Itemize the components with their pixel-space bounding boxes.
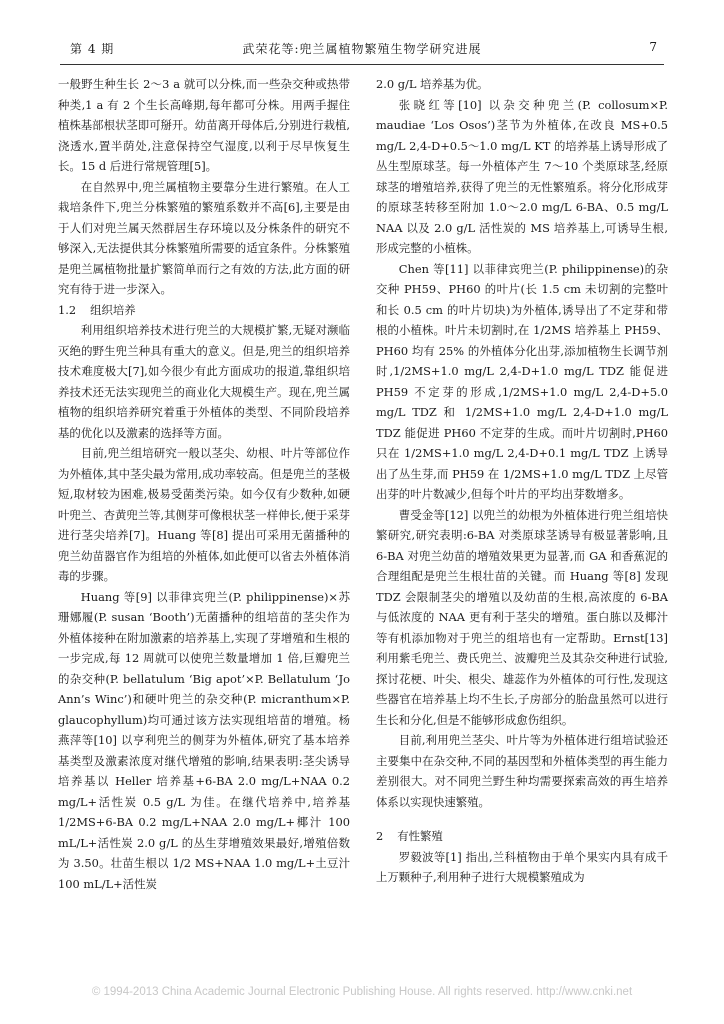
section-title: 有性繁殖 bbox=[397, 829, 443, 843]
paragraph: Chen 等[11] 以菲律宾兜兰(P. philippinense)的杂交种 PH59、PH60 的叶片(长 1.5 cm 未切割的完整叶和长 0.5 cm 的叶片切块)为外植体,诱导出了不定芽和带根的小植株。叶片未切割时,在 1/2MS 培养基上 PH59、PH60 均有 25% 的外植体分化出芽,添加植物生长调节剂时,1/2MS+1.0 mg/L 2,4-D+1.0 mg/L TDZ 能促进 PH59 不定芽的形成,1/2MS+1.0 mg/L 2,4-D+5.0 mg/L TDZ 和 1/2MS+1.0 mg/L 2,4-D+1.0 mg/L TDZ 能促进 PH60 不定芽的生成。而叶片切割时,PH60 只在 1/2MS+1.0 mg/L 2,4-D+0.1 mg/L TDZ 上诱导出了丛生芽,而 PH59 在 1/2MS+1.0 mg/L TDZ 上尽管出芽的叶片数减少,但每个叶片的平均出芽数增多。 bbox=[376, 261, 668, 501]
section-number: 1.2 bbox=[58, 302, 77, 317]
paragraph: 2.0 g/L 培养基为优。 bbox=[376, 77, 489, 91]
page-number: 7 bbox=[649, 40, 658, 54]
running-header bbox=[60, 40, 664, 60]
paragraph: 利用组织培养技术进行兜兰的大规模扩繁,无疑对濒临灭绝的野生兜兰种具有重大的意义。但是,兜兰的组织培养技术难度极大[7],如今很少有此方面成功的报道,靠组织培养技术还无法实现兜兰的商业化大规模生产。现在,兜兰属植物的组织培养研究着重于外植体的类型、不同阶段培养基的优化以及激素的选择等方面。 bbox=[58, 323, 350, 440]
left-column bbox=[58, 74, 350, 894]
paragraph: 曹受金等[12] 以兜兰的幼根为外植体进行兜兰组培快繁研究,研究表明:6-BA 对类原球茎诱导有极显著影响,且 6-BA 对兜兰幼苗的增殖效果更为显著,而 GA 和香蕉泥的合理组配是兜兰生根壮苗的关键。而 Huang 等[8] 发现 TDZ 会限制茎尖的增殖以及幼苗的生根,高浓度的 6-BA 与低浓度的 NAA 更有利于茎尖的增殖。蛋白胨以及椰汁等有机添加物对于兜兰的组培也有一定帮助。Ernst[13] 利用紫毛兜兰、费氏兜兰、波瓣兜兰及其杂交种进行试验,探讨花梗、叶尖、根尖、雄蕊作为外植体的可行性,发现这些器官在培养基上均不生长,子房部分的胎盘虽然可以进行生长和分化,但是不能够形成愈伤组织。 bbox=[376, 507, 668, 727]
issue-number: 第 4 期 bbox=[70, 42, 115, 56]
running-title: 武荣花等:兜兰属植物繁殖生物学研究进展 bbox=[242, 42, 482, 56]
paragraph: 罗毅波等[1] 指出,兰科植物由于单个果实内具有成千上万颗种子,利用种子进行大规模繁殖成为 bbox=[376, 849, 668, 884]
paragraph: 在自然界中,兜兰属植物主要靠分生进行繁殖。在人工栽培条件下,兜兰分株繁殖的繁殖系数并不高[6],主要是由于人们对兜兰属天然群居生存环境以及分株条件的研究不够深入,无法提供其分株繁殖所需要的适宜条件。分株繁殖是兜兰属植物批量扩繁简单而行之有效的方法,此方面的研究有待于进一步深入。 bbox=[58, 179, 350, 296]
section-heading bbox=[376, 826, 668, 847]
copyright-footer: © 1994-2013 China Academic Journal Electronic Publishing House. All rights reserved. http://www.cnki.net bbox=[91, 986, 633, 998]
right-column bbox=[376, 74, 668, 888]
header-rule bbox=[60, 64, 664, 65]
section-number: 2 bbox=[376, 829, 384, 843]
paragraph: 张晓红等[10] 以杂交种兜兰(P. collosum×P. maudiae ‘Los Osos’)茎节为外植体,在改良 MS+0.5 mg/L 2,4-D+0.5～1.0 mg/L KT 的培养基上诱导形成了丛生型原球茎。每一外植体产生 7～10 个类原球茎,经原球茎的增殖培养,获得了兜兰的无性繁殖系。将分化形成芽的原球茎转移至附加 1.0～2.0 mg/L 6-BA、0.5 mg/L NAA 以及 2.0 g/L 活性炭的 MS 培养基上,可诱导生根,形成完整的小植株。 bbox=[376, 97, 668, 255]
paragraph: 目前,兜兰组培研究一般以茎尖、幼根、叶片等部位作为外植体,其中茎尖最为常用,成功率较高。但是兜兰的茎极短,取材较为困难,极易受菌类污染。如今仅有少数种,如硬叶兜兰、杏黄兜兰等,其侧芽可像根状茎一样伸长,便于采芽进行茎尖培养[7]。Huang 等[8] 提出可采用无菌播种的兜兰幼苗器官作为组培的外植体,如此便可以省去外植体消毒的步骤。 bbox=[58, 446, 351, 583]
section-heading bbox=[58, 300, 350, 321]
paragraph: 目前,利用兜兰茎尖、叶片等为外植体进行组培试验还主要集中在杂交种,不同的基因型和外植体类型的再生能力差别很大。对不同兜兰野生种均需要探索高效的再生培养体系以实现快速繁殖。 bbox=[376, 733, 668, 809]
paragraph: 一般野生种生长 2～3 a 就可以分株,而一些杂交种或热带种类,1 a 有 2 个生长高峰期,每年都可分株。用两手握住植株基部根状茎即可掰开。幼苗离开母体后,分别进行栽植,浇透水,置半荫处,注意保持空气湿度,以利于尽早恢复生长。15 d 后进行常规管理[5]。 bbox=[58, 77, 351, 173]
paragraph: Huang 等[9] 以菲律宾兜兰(P. philippinense)×苏珊娜履(P. susan ‘Booth’)无菌播种的组培苗的茎尖作为外植体接种在附加激素的培养基上,实现了芽增殖和生根的一步完成,每 12 周就可以使兜兰数量增加 1 倍,巨瓣兜兰的杂交种(P. bellatulum ‘Big apot’×P. Bellatulum ‘Jo Ann’s Winc’)和硬叶兜兰的杂交种(P. micranthum×P. glaucophyllum)均可通过该方法实现组培苗的增殖。杨燕萍等[10] 以亨利兜兰的侧芽为外植体,研究了基本培养基类型及激素浓度对继代增殖的影响,结果表明:茎尖诱导培养基以 Heller 培养基+6-BA 2.0 mg/L+NAA 0.2 mg/L+活性炭 0.5 g/L 为佳。在继代培养中,培养基 1/2MS+6-BA 0.2 mg/L+NAA 2.0 mg/L+椰汁 100 mL/L+活性炭 2.0 g/L 的丛生芽增殖效果最好,增殖倍数为 3.50。壮苗生根以 1/2 MS+NAA 1.0 mg/L+土豆汁 100 mL/L+活性炭 bbox=[58, 589, 350, 891]
section-title: 组织培养 bbox=[90, 302, 136, 317]
